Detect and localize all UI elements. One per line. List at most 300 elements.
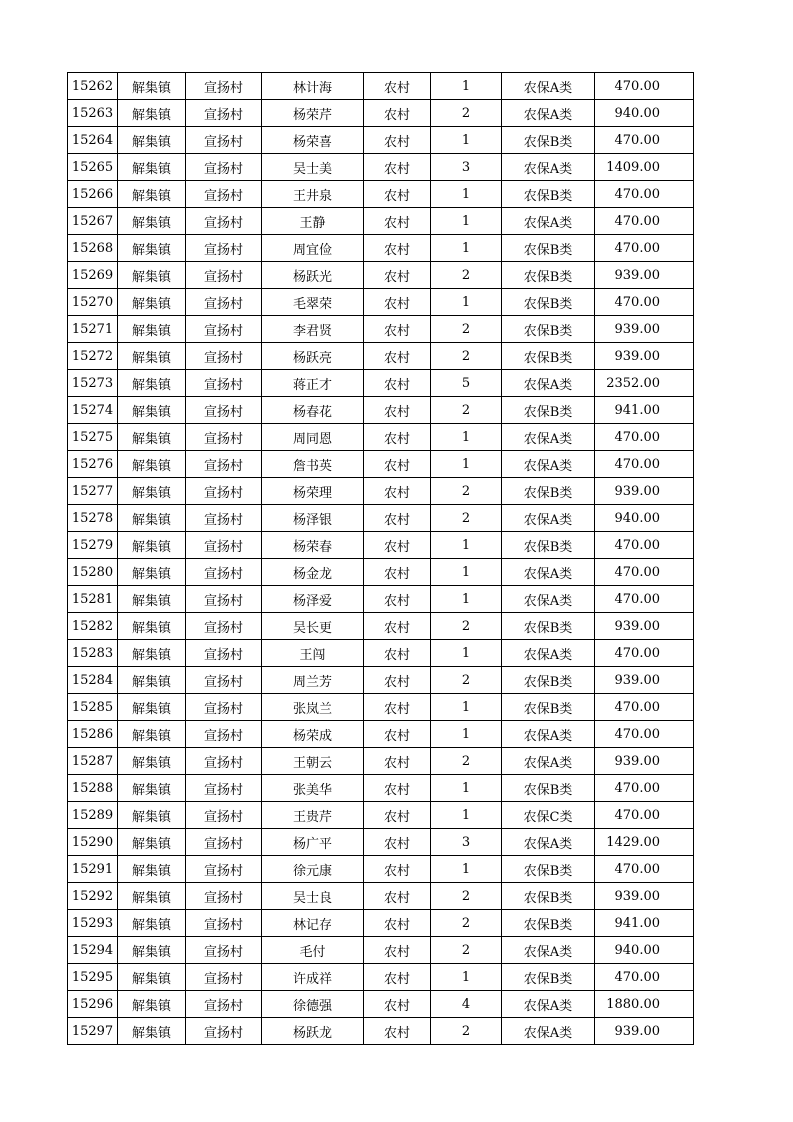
cell-village: 宣扬村 (186, 208, 262, 235)
cell-id: 15291 (68, 856, 118, 883)
cell-amount: 1429.00 (595, 829, 694, 856)
cell-amount: 2352.00 (595, 370, 694, 397)
cell-id: 15266 (68, 181, 118, 208)
cell-village: 宣扬村 (186, 235, 262, 262)
cell-person-count: 1 (431, 802, 502, 829)
cell-village: 宣扬村 (186, 73, 262, 100)
cell-household-type: 农村 (364, 478, 431, 505)
cell-village: 宣扬村 (186, 532, 262, 559)
cell-category: 农保B类 (502, 532, 595, 559)
cell-village: 宣扬村 (186, 964, 262, 991)
cell-town: 解集镇 (118, 964, 186, 991)
cell-village: 宣扬村 (186, 181, 262, 208)
cell-person-count: 1 (431, 127, 502, 154)
cell-amount: 939.00 (595, 613, 694, 640)
cell-name: 杨春花 (262, 397, 364, 424)
cell-name: 杨泽爱 (262, 586, 364, 613)
cell-household-type: 农村 (364, 1018, 431, 1045)
cell-person-count: 1 (431, 451, 502, 478)
cell-id: 15268 (68, 235, 118, 262)
cell-household-type: 农村 (364, 235, 431, 262)
cell-id: 15271 (68, 316, 118, 343)
table-row (68, 73, 694, 100)
cell-id: 15296 (68, 991, 118, 1018)
cell-amount: 470.00 (595, 586, 694, 613)
cell-name: 杨金龙 (262, 559, 364, 586)
cell-person-count: 3 (431, 154, 502, 181)
cell-village: 宣扬村 (186, 424, 262, 451)
cell-id: 15286 (68, 721, 118, 748)
cell-amount: 940.00 (595, 937, 694, 964)
cell-amount: 939.00 (595, 883, 694, 910)
cell-name: 杨跃龙 (262, 1018, 364, 1045)
cell-name: 毛翠荣 (262, 289, 364, 316)
cell-category: 农保B类 (502, 235, 595, 262)
cell-household-type: 农村 (364, 262, 431, 289)
cell-name: 周同恩 (262, 424, 364, 451)
cell-amount: 939.00 (595, 262, 694, 289)
cell-person-count: 2 (431, 748, 502, 775)
cell-town: 解集镇 (118, 424, 186, 451)
cell-household-type: 农村 (364, 154, 431, 181)
cell-name: 吴士美 (262, 154, 364, 181)
cell-name: 林计海 (262, 73, 364, 100)
table-row (68, 613, 694, 640)
cell-name: 吴士良 (262, 883, 364, 910)
cell-village: 宣扬村 (186, 613, 262, 640)
table-row (68, 181, 694, 208)
cell-person-count: 1 (431, 532, 502, 559)
cell-town: 解集镇 (118, 397, 186, 424)
cell-category: 农保A类 (502, 586, 595, 613)
cell-category: 农保A类 (502, 991, 595, 1018)
cell-amount: 940.00 (595, 100, 694, 127)
cell-household-type: 农村 (364, 424, 431, 451)
cell-town: 解集镇 (118, 748, 186, 775)
cell-amount: 470.00 (595, 181, 694, 208)
table-row (68, 1018, 694, 1045)
cell-household-type: 农村 (364, 856, 431, 883)
cell-household-type: 农村 (364, 991, 431, 1018)
cell-amount: 470.00 (595, 964, 694, 991)
cell-name: 杨广平 (262, 829, 364, 856)
table-row (68, 127, 694, 154)
cell-name: 杨荣喜 (262, 127, 364, 154)
cell-amount: 470.00 (595, 289, 694, 316)
cell-category: 农保A类 (502, 208, 595, 235)
table-row (68, 154, 694, 181)
cell-person-count: 2 (431, 937, 502, 964)
cell-id: 15267 (68, 208, 118, 235)
cell-person-count: 1 (431, 235, 502, 262)
table-row (68, 694, 694, 721)
cell-town: 解集镇 (118, 370, 186, 397)
cell-name: 杨跃亮 (262, 343, 364, 370)
cell-town: 解集镇 (118, 451, 186, 478)
cell-household-type: 农村 (364, 370, 431, 397)
cell-village: 宣扬村 (186, 1018, 262, 1045)
cell-name: 王闯 (262, 640, 364, 667)
table-row (68, 532, 694, 559)
cell-person-count: 2 (431, 505, 502, 532)
cell-household-type: 农村 (364, 316, 431, 343)
cell-household-type: 农村 (364, 127, 431, 154)
cell-town: 解集镇 (118, 937, 186, 964)
cell-name: 王静 (262, 208, 364, 235)
cell-village: 宣扬村 (186, 775, 262, 802)
cell-household-type: 农村 (364, 694, 431, 721)
cell-village: 宣扬村 (186, 316, 262, 343)
cell-household-type: 农村 (364, 937, 431, 964)
cell-household-type: 农村 (364, 73, 431, 100)
cell-person-count: 1 (431, 775, 502, 802)
cell-person-count: 2 (431, 316, 502, 343)
cell-household-type: 农村 (364, 829, 431, 856)
cell-household-type: 农村 (364, 640, 431, 667)
cell-amount: 939.00 (595, 1018, 694, 1045)
cell-household-type: 农村 (364, 586, 431, 613)
table-row (68, 937, 694, 964)
table-row (68, 964, 694, 991)
cell-village: 宣扬村 (186, 289, 262, 316)
cell-person-count: 1 (431, 964, 502, 991)
cell-id: 15284 (68, 667, 118, 694)
cell-amount: 940.00 (595, 505, 694, 532)
cell-village: 宣扬村 (186, 667, 262, 694)
roster-table (67, 72, 694, 1045)
table-row (68, 262, 694, 289)
cell-household-type: 农村 (364, 505, 431, 532)
cell-household-type: 农村 (364, 451, 431, 478)
cell-name: 王贵芹 (262, 802, 364, 829)
cell-category: 农保B类 (502, 289, 595, 316)
cell-id: 15272 (68, 343, 118, 370)
cell-household-type: 农村 (364, 343, 431, 370)
cell-person-count: 2 (431, 397, 502, 424)
cell-category: 农保B类 (502, 856, 595, 883)
cell-household-type: 农村 (364, 208, 431, 235)
cell-person-count: 2 (431, 910, 502, 937)
cell-id: 15276 (68, 451, 118, 478)
cell-town: 解集镇 (118, 829, 186, 856)
cell-amount: 470.00 (595, 424, 694, 451)
table-row (68, 721, 694, 748)
cell-village: 宣扬村 (186, 451, 262, 478)
cell-village: 宣扬村 (186, 100, 262, 127)
cell-household-type: 农村 (364, 721, 431, 748)
cell-name: 杨荣成 (262, 721, 364, 748)
cell-household-type: 农村 (364, 748, 431, 775)
cell-id: 15285 (68, 694, 118, 721)
cell-amount: 470.00 (595, 532, 694, 559)
cell-amount: 939.00 (595, 316, 694, 343)
cell-name: 李君贤 (262, 316, 364, 343)
cell-id: 15289 (68, 802, 118, 829)
cell-town: 解集镇 (118, 883, 186, 910)
table-row (68, 451, 694, 478)
cell-amount: 941.00 (595, 397, 694, 424)
table-row (68, 478, 694, 505)
cell-category: 农保B类 (502, 343, 595, 370)
cell-id: 15265 (68, 154, 118, 181)
table-row (68, 289, 694, 316)
cell-person-count: 2 (431, 100, 502, 127)
cell-category: 农保B类 (502, 964, 595, 991)
cell-person-count: 2 (431, 883, 502, 910)
cell-name: 杨荣春 (262, 532, 364, 559)
cell-amount: 939.00 (595, 478, 694, 505)
cell-town: 解集镇 (118, 100, 186, 127)
cell-town: 解集镇 (118, 694, 186, 721)
cell-village: 宣扬村 (186, 748, 262, 775)
cell-town: 解集镇 (118, 181, 186, 208)
cell-person-count: 2 (431, 1018, 502, 1045)
cell-id: 15263 (68, 100, 118, 127)
table-row (68, 208, 694, 235)
cell-name: 杨荣芹 (262, 100, 364, 127)
cell-town: 解集镇 (118, 586, 186, 613)
table-row (68, 640, 694, 667)
cell-town: 解集镇 (118, 289, 186, 316)
cell-person-count: 2 (431, 262, 502, 289)
cell-id: 15280 (68, 559, 118, 586)
cell-town: 解集镇 (118, 991, 186, 1018)
table-row (68, 424, 694, 451)
cell-town: 解集镇 (118, 208, 186, 235)
cell-person-count: 3 (431, 829, 502, 856)
cell-id: 15287 (68, 748, 118, 775)
cell-town: 解集镇 (118, 775, 186, 802)
cell-household-type: 农村 (364, 100, 431, 127)
cell-category: 农保A类 (502, 451, 595, 478)
cell-id: 15282 (68, 613, 118, 640)
cell-village: 宣扬村 (186, 910, 262, 937)
cell-village: 宣扬村 (186, 694, 262, 721)
cell-category: 农保B类 (502, 316, 595, 343)
cell-category: 农保A类 (502, 505, 595, 532)
cell-category: 农保C类 (502, 802, 595, 829)
cell-category: 农保B类 (502, 397, 595, 424)
cell-person-count: 1 (431, 640, 502, 667)
cell-amount: 470.00 (595, 721, 694, 748)
cell-amount: 939.00 (595, 748, 694, 775)
cell-village: 宣扬村 (186, 991, 262, 1018)
cell-town: 解集镇 (118, 73, 186, 100)
cell-id: 15275 (68, 424, 118, 451)
cell-village: 宣扬村 (186, 829, 262, 856)
cell-town: 解集镇 (118, 613, 186, 640)
cell-id: 15297 (68, 1018, 118, 1045)
cell-id: 15281 (68, 586, 118, 613)
table-row (68, 586, 694, 613)
cell-id: 15283 (68, 640, 118, 667)
cell-id: 15270 (68, 289, 118, 316)
cell-household-type: 农村 (364, 883, 431, 910)
cell-village: 宣扬村 (186, 154, 262, 181)
cell-amount: 1409.00 (595, 154, 694, 181)
cell-category: 农保B类 (502, 613, 595, 640)
table-row (68, 748, 694, 775)
cell-town: 解集镇 (118, 1018, 186, 1045)
cell-id: 15262 (68, 73, 118, 100)
table-row (68, 235, 694, 262)
cell-village: 宣扬村 (186, 478, 262, 505)
cell-name: 吴长更 (262, 613, 364, 640)
cell-village: 宣扬村 (186, 856, 262, 883)
cell-village: 宣扬村 (186, 127, 262, 154)
cell-town: 解集镇 (118, 343, 186, 370)
cell-category: 农保A类 (502, 73, 595, 100)
cell-person-count: 1 (431, 289, 502, 316)
cell-amount: 470.00 (595, 802, 694, 829)
cell-household-type: 农村 (364, 289, 431, 316)
cell-category: 农保A类 (502, 100, 595, 127)
cell-name: 林记存 (262, 910, 364, 937)
cell-category: 农保A类 (502, 748, 595, 775)
cell-town: 解集镇 (118, 235, 186, 262)
cell-household-type: 农村 (364, 802, 431, 829)
cell-amount: 470.00 (595, 694, 694, 721)
cell-name: 蒋正才 (262, 370, 364, 397)
cell-village: 宣扬村 (186, 370, 262, 397)
cell-amount: 939.00 (595, 343, 694, 370)
cell-category: 农保A类 (502, 1018, 595, 1045)
cell-household-type: 农村 (364, 964, 431, 991)
cell-town: 解集镇 (118, 154, 186, 181)
cell-person-count: 5 (431, 370, 502, 397)
cell-amount: 470.00 (595, 73, 694, 100)
cell-category: 农保B类 (502, 883, 595, 910)
cell-person-count: 2 (431, 343, 502, 370)
cell-village: 宣扬村 (186, 343, 262, 370)
cell-amount: 470.00 (595, 640, 694, 667)
cell-name: 许成祥 (262, 964, 364, 991)
cell-category: 农保B类 (502, 262, 595, 289)
cell-name: 杨跃光 (262, 262, 364, 289)
cell-id: 15292 (68, 883, 118, 910)
cell-person-count: 1 (431, 586, 502, 613)
cell-person-count: 1 (431, 856, 502, 883)
cell-household-type: 农村 (364, 532, 431, 559)
table-row (68, 316, 694, 343)
cell-name: 杨荣理 (262, 478, 364, 505)
cell-town: 解集镇 (118, 856, 186, 883)
cell-id: 15273 (68, 370, 118, 397)
cell-category: 农保A类 (502, 424, 595, 451)
table-row (68, 100, 694, 127)
roster-body (68, 73, 694, 1045)
cell-person-count: 1 (431, 424, 502, 451)
cell-town: 解集镇 (118, 127, 186, 154)
table-row (68, 667, 694, 694)
cell-id: 15269 (68, 262, 118, 289)
cell-village: 宣扬村 (186, 802, 262, 829)
cell-category: 农保A类 (502, 154, 595, 181)
cell-household-type: 农村 (364, 775, 431, 802)
table-row (68, 829, 694, 856)
cell-household-type: 农村 (364, 910, 431, 937)
cell-name: 张岚兰 (262, 694, 364, 721)
cell-village: 宣扬村 (186, 397, 262, 424)
cell-town: 解集镇 (118, 532, 186, 559)
cell-id: 15279 (68, 532, 118, 559)
table-row (68, 559, 694, 586)
table-row (68, 883, 694, 910)
cell-category: 农保B类 (502, 478, 595, 505)
cell-name: 徐元康 (262, 856, 364, 883)
cell-household-type: 农村 (364, 613, 431, 640)
cell-village: 宣扬村 (186, 586, 262, 613)
cell-amount: 470.00 (595, 775, 694, 802)
cell-id: 15295 (68, 964, 118, 991)
cell-amount: 941.00 (595, 910, 694, 937)
cell-household-type: 农村 (364, 181, 431, 208)
cell-person-count: 4 (431, 991, 502, 1018)
table-row (68, 991, 694, 1018)
cell-household-type: 农村 (364, 559, 431, 586)
cell-category: 农保B类 (502, 667, 595, 694)
cell-amount: 470.00 (595, 856, 694, 883)
table-row (68, 910, 694, 937)
cell-town: 解集镇 (118, 721, 186, 748)
cell-category: 农保A类 (502, 721, 595, 748)
cell-town: 解集镇 (118, 910, 186, 937)
cell-category: 农保A类 (502, 937, 595, 964)
cell-category: 农保B类 (502, 694, 595, 721)
cell-person-count: 2 (431, 667, 502, 694)
cell-amount: 470.00 (595, 127, 694, 154)
cell-village: 宣扬村 (186, 559, 262, 586)
cell-name: 周宜俭 (262, 235, 364, 262)
cell-town: 解集镇 (118, 667, 186, 694)
cell-household-type: 农村 (364, 397, 431, 424)
cell-amount: 470.00 (595, 208, 694, 235)
cell-id: 15277 (68, 478, 118, 505)
cell-id: 15290 (68, 829, 118, 856)
cell-id: 15294 (68, 937, 118, 964)
cell-category: 农保B类 (502, 910, 595, 937)
cell-amount: 470.00 (595, 559, 694, 586)
table-row (68, 505, 694, 532)
cell-village: 宣扬村 (186, 262, 262, 289)
cell-town: 解集镇 (118, 802, 186, 829)
cell-person-count: 1 (431, 694, 502, 721)
cell-amount: 470.00 (595, 451, 694, 478)
cell-town: 解集镇 (118, 316, 186, 343)
cell-town: 解集镇 (118, 559, 186, 586)
cell-person-count: 1 (431, 73, 502, 100)
cell-category: 农保B类 (502, 181, 595, 208)
cell-category: 农保B类 (502, 775, 595, 802)
cell-category: 农保B类 (502, 127, 595, 154)
cell-town: 解集镇 (118, 262, 186, 289)
cell-category: 农保A类 (502, 370, 595, 397)
cell-town: 解集镇 (118, 505, 186, 532)
cell-name: 徐德强 (262, 991, 364, 1018)
table-row (68, 370, 694, 397)
cell-person-count: 1 (431, 181, 502, 208)
cell-id: 15288 (68, 775, 118, 802)
cell-id: 15274 (68, 397, 118, 424)
cell-name: 詹书英 (262, 451, 364, 478)
cell-amount: 939.00 (595, 667, 694, 694)
cell-name: 周兰芳 (262, 667, 364, 694)
table-row (68, 397, 694, 424)
cell-household-type: 农村 (364, 667, 431, 694)
cell-category: 农保A类 (502, 640, 595, 667)
cell-village: 宣扬村 (186, 937, 262, 964)
cell-amount: 470.00 (595, 235, 694, 262)
